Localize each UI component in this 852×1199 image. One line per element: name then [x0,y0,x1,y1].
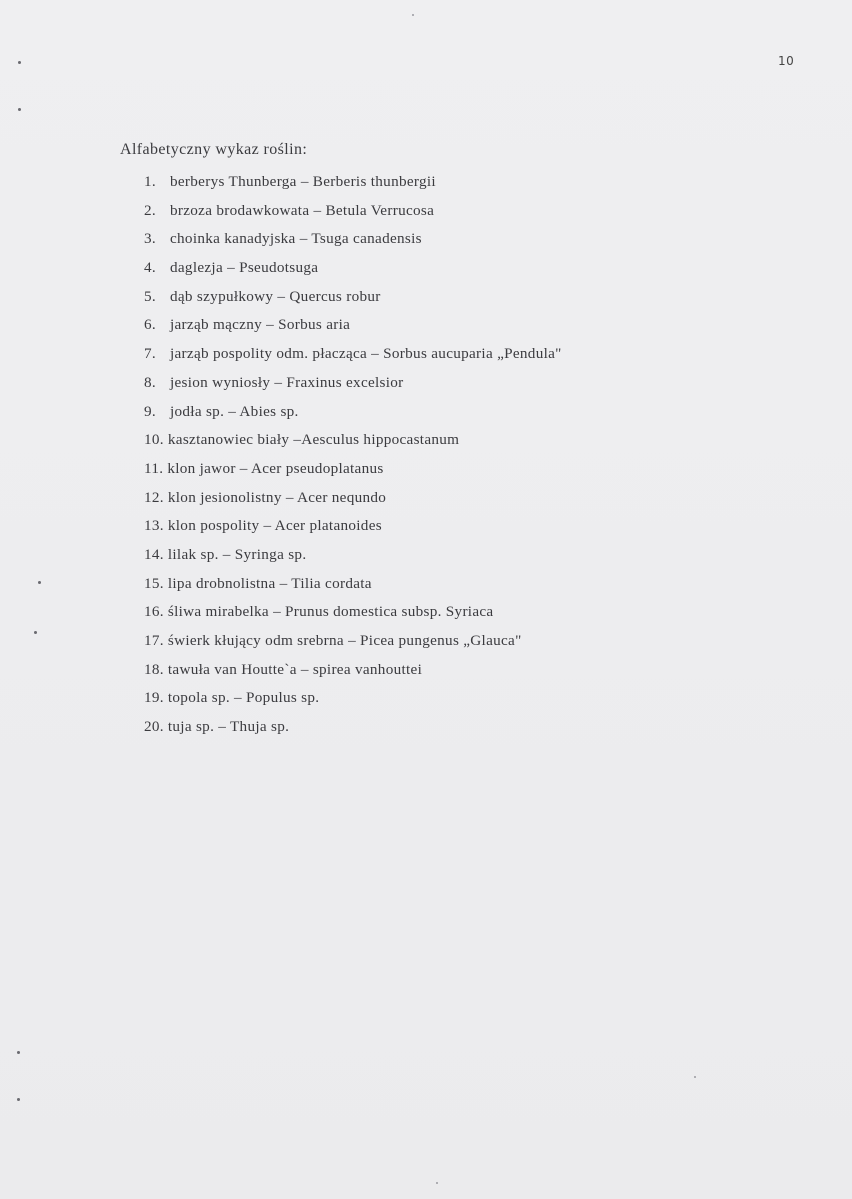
item-number: 14. [144,545,164,563]
item-text: tuja sp. – Thuja sp. [167,718,290,736]
item-number: 4. [144,259,156,277]
item-number: 15. [144,574,164,592]
item-number: 2. [144,201,156,219]
item-text: choinka kanadyjska – Tsuga canadensis [170,230,422,248]
item-text: daglezja – Pseudotsuga [170,259,319,277]
scan-mark [17,1098,20,1101]
item-text: topola sp. – Populus sp. [167,689,320,707]
list-item [144,661,562,690]
item-text: brzoza brodawkowata – Betula Verrucosa [170,201,435,219]
item-number: 20. [144,718,164,736]
list-item [144,460,562,489]
item-text: tawuła van Houtte`a – spirea vanhouttei [167,660,423,678]
item-text: jarząb mączny – Sorbus aria [170,316,351,334]
scan-speck [694,1076,696,1078]
page-number: 10 [778,54,795,68]
list-item [144,202,562,231]
item-text: lipa drobnolistna – Tilia cordata [167,574,372,592]
list-item [144,575,562,604]
list-item [144,718,562,747]
list-item [144,173,562,202]
item-text: berberys Thunberga – Berberis thunbergii [170,173,436,190]
item-text: klon pospolity – Acer platanoides [167,517,382,535]
list-item [144,546,562,575]
plant-list [144,173,562,747]
item-number: 7. [144,345,156,363]
scan-mark [18,61,21,64]
list-item [144,689,562,718]
item-number: 17. [144,632,164,649]
scan-mark [17,1051,20,1054]
item-number: 9. [144,402,156,420]
scan-mark [18,108,21,111]
list-item [144,489,562,518]
list-item [144,345,562,374]
scan-speck [412,14,414,16]
item-text: kasztanowiec biały –Aesculus hippocastanum [167,431,460,449]
scan-speck [436,1182,438,1184]
list-item [144,431,562,460]
item-text: jarząb pospolity odm. płacząca – Sorbus aucuparia „Pendula" [170,345,562,363]
item-text: świerk kłujący odm srebrna – Picea pungenus „Glauca" [167,632,522,649]
scan-mark [34,631,37,634]
item-number: 1. [144,173,156,190]
item-text: lilak sp. – Syringa sp. [167,545,307,563]
item-number: 3. [144,230,156,248]
page-heading: Alfabetyczny wykaz roślin: [120,141,308,158]
item-number: 18. [144,660,164,678]
item-number: 12. [144,488,164,506]
item-number: 5. [144,287,156,305]
item-number: 11. [144,459,164,477]
list-item [144,288,562,317]
item-text: jesion wyniosły – Fraxinus excelsior [170,373,404,391]
item-number: 8. [144,373,156,391]
item-text: klon jawor – Acer pseudoplatanus [167,459,384,477]
scan-mark [38,581,41,584]
item-number: 16. [144,603,164,621]
item-text: jodła sp. – Abies sp. [170,402,299,420]
list-item [144,632,562,661]
item-number: 13. [144,517,164,535]
list-item [144,603,562,632]
list-item [144,316,562,345]
item-text: klon jesionolistny – Acer nequndo [167,488,387,506]
item-text: śliwa mirabelka – Prunus domestica subsp. Syriaca [167,603,494,621]
list-item [144,230,562,259]
item-text: dąb szypułkowy – Quercus robur [170,287,381,305]
list-item [144,403,562,432]
item-number: 6. [144,316,156,334]
item-number: 19. [144,689,164,707]
item-number: 10. [144,431,164,449]
list-item [144,259,562,288]
list-item [144,374,562,403]
list-item [144,517,562,546]
